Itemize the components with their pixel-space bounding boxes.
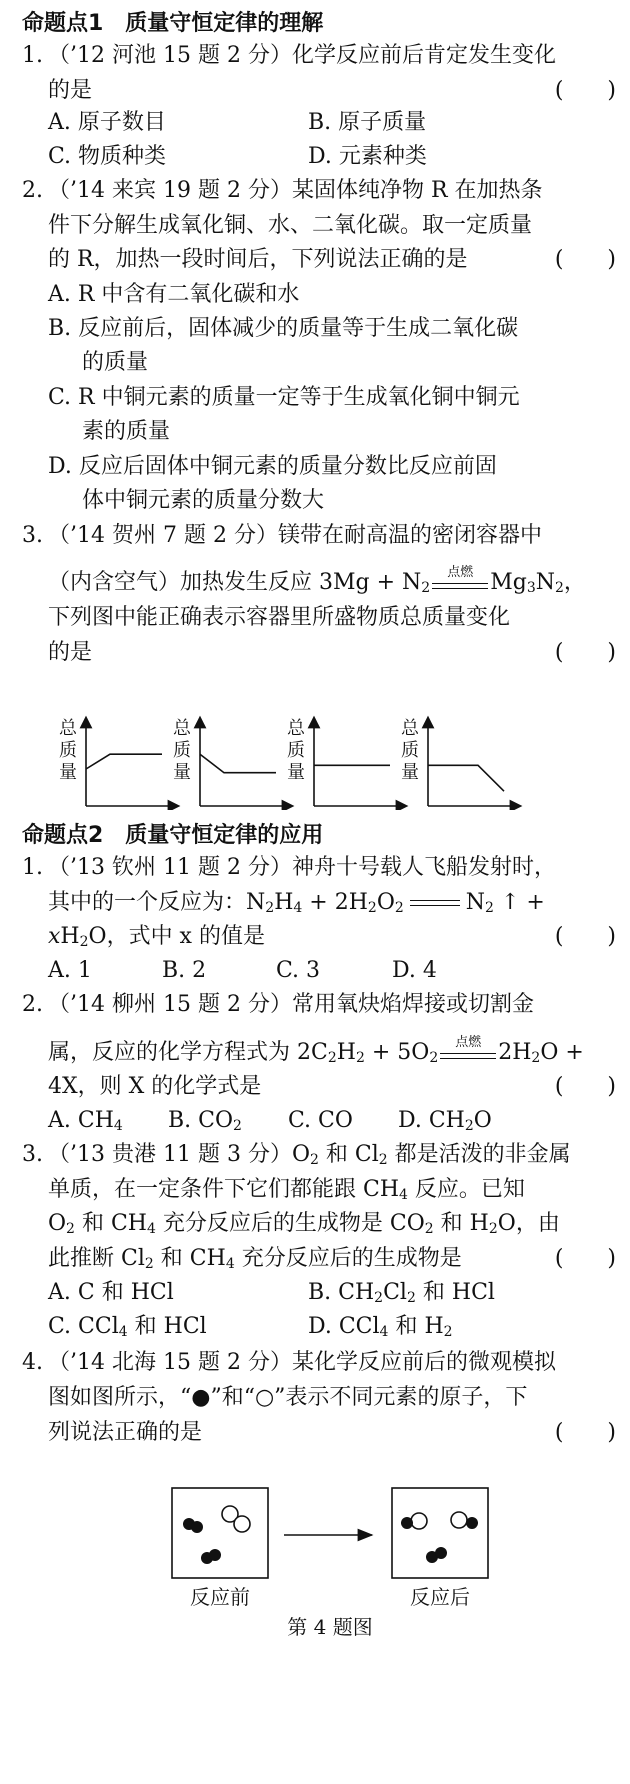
s1-q3-line4: 的是 — [48, 640, 93, 665]
s1-q1-line1: （’12 河池 15 题 2 分）化学反应前后肯定发生变化 — [48, 43, 556, 68]
s2-q1-answer-blank: ( ) — [554, 924, 616, 949]
s1-q2-answer-blank: ( ) — [554, 247, 616, 272]
graph-y-label-char: 质 — [401, 740, 419, 761]
graph-y-label-char: 量 — [287, 762, 305, 783]
s1-q1-number: 1. — [22, 43, 43, 68]
black-atom — [191, 1521, 203, 1533]
graph-y-label-char: 量 — [59, 762, 77, 783]
s1-q1-option-d: D. 元素种类 — [308, 144, 427, 169]
black-atom — [466, 1517, 478, 1529]
s2-q1-line3: $xH_2O$，式中 x 的值是 — [48, 924, 265, 950]
white-atom — [451, 1512, 467, 1528]
white-atom — [411, 1513, 427, 1529]
s2-q1-option-a: A. 1 — [48, 958, 92, 983]
s1-q3-line3: 下列图中能正确表示容器里所盛物质总质量变化 — [48, 605, 511, 630]
graph-y-label-char: 质 — [287, 740, 305, 761]
label-after-reaction: 反应后 — [410, 1585, 470, 1609]
s2-q4-molecule-diagram — [0, 1450, 630, 1784]
section2-title: 命题点2 质量守恒定律的应用 — [22, 823, 324, 848]
figure-caption: 第 4 题图 — [287, 1615, 373, 1639]
s2-q3-option-c: C. CCl$_4$ 和 HCl — [48, 1314, 207, 1340]
equals-sign — [410, 900, 460, 906]
s1-q2-option-b-line2: 的质量 — [82, 350, 149, 375]
reaction-condition-arrow: 点燃 — [438, 1040, 498, 1066]
s1-q2-line1: （’14 来宾 19 题 2 分）某固体纯净物 R 在加热条 — [48, 178, 543, 203]
s2-q4-line2: 图如图所示，“●”和“○”表示不同元素的原子，下 — [48, 1385, 528, 1410]
s2-q3-option-a: A. C 和 HCl — [48, 1280, 174, 1305]
s1-q3-answer-blank: ( ) — [554, 640, 616, 665]
s2-q1-option-d: D. 4 — [392, 958, 437, 983]
s2-q3-line2: 单质，在一定条件下它们都能跟 $CH_4$ 反应。已知 — [48, 1177, 525, 1203]
s2-q3-answer-blank: ( ) — [554, 1246, 616, 1271]
graph-y-label-char: 量 — [173, 762, 191, 783]
graph-y-label-char: 总 — [401, 718, 419, 739]
s2-q1-option-c: C. 3 — [276, 958, 321, 983]
s2-q2-option-b: B. $CO_2$ — [168, 1108, 242, 1134]
graph-y-label-char: 总 — [59, 718, 77, 739]
graph-curve-B — [200, 754, 276, 773]
graph-curve-A — [86, 754, 162, 769]
s2-q2-option-c: C. CO — [288, 1108, 353, 1133]
s1-q3-line1: （’14 贺州 7 题 2 分）镁带在耐高温的密闭容器中 — [48, 523, 542, 548]
black-atom — [435, 1547, 447, 1559]
s2-q4-number: 4. — [22, 1350, 43, 1375]
s2-q3-number: 3. — [22, 1142, 43, 1167]
s2-q2-answer-blank: ( ) — [554, 1074, 616, 1099]
s2-q4-line3: 列说法正确的是 — [48, 1420, 203, 1445]
section1-title: 命题点1 质量守恒定律的理解 — [22, 11, 324, 36]
s2-q3-line4: 此推断 $Cl_2$ 和 $CH_4$ 充分反应后的生成物是 — [48, 1246, 462, 1272]
graph-y-label-char: 总 — [173, 718, 191, 739]
s2-q1-number: 1. — [22, 855, 43, 880]
s2-q2-line3: 4X，则 X 的化学式是 — [48, 1074, 262, 1099]
graph-y-label-char: 质 — [173, 740, 191, 761]
reaction-condition-arrow: 点燃 — [430, 570, 490, 596]
s2-q4-answer-blank: ( ) — [554, 1420, 616, 1445]
graph-y-label-char: 质 — [59, 740, 77, 761]
s1-q2-line3: 的 R，加热一段时间后，下列说法正确的是 — [48, 247, 468, 272]
s2-q3-line1: （’13 贵港 11 题 3 分）$O_2$ 和 $Cl_2$ 都是活泼的非金属 — [48, 1142, 571, 1168]
s1-q2-option-d-line2: 体中铜元素的质量分数大 — [82, 488, 325, 513]
s2-q2-equation-line: 属，反应的化学方程式为 $2C_2H_2 + 5O_2$ 点燃 $2H_2O$ + — [48, 1035, 584, 1066]
black-atom — [401, 1517, 413, 1529]
s2-q1-line2: 其中的一个反应为：$N_2H_4 + 2H_2O_2$ $N_2$ ↑ + — [48, 890, 545, 916]
s1-q2-option-a: A. R 中含有二氧化碳和水 — [48, 282, 300, 307]
s1-q2-line2: 件下分解生成氧化铜、水、二氧化碳。取一定质量 — [48, 213, 533, 238]
s2-q3-line3: $O_2$ 和 $CH_4$ 充分反应后的生成物是 $CO_2$ 和 $H_2O$，由 — [48, 1211, 560, 1237]
s1-q2-option-c-line1: C. R 中铜元素的质量一定等于生成氧化铜中铜元 — [48, 385, 520, 410]
s2-q1-line1: （’13 钦州 11 题 2 分）神舟十号载人飞船发射时， — [48, 855, 556, 880]
label-before-reaction: 反应前 — [190, 1585, 250, 1609]
black-atom — [209, 1549, 221, 1561]
s2-q3-option-b: B. $CH_2Cl_2$ 和 HCl — [308, 1280, 495, 1306]
white-atom — [234, 1516, 250, 1532]
s2-q2-option-a: A. $CH_4$ — [48, 1108, 123, 1134]
s1-q1-line2: 的是 — [48, 78, 93, 103]
s1-q1-option-b: B. 原子质量 — [308, 110, 427, 135]
s1-q3-graphs — [0, 670, 630, 810]
graph-y-label-char: 总 — [287, 718, 305, 739]
before-reaction-box — [172, 1488, 268, 1578]
s2-q3-option-d: D. CCl$_4$ 和 $H_2$ — [308, 1314, 453, 1340]
s2-q1-option-b: B. 2 — [162, 958, 207, 983]
s1-q1-option-a: A. 原子数目 — [48, 110, 166, 135]
graph-y-label-char: 量 — [401, 762, 419, 783]
s1-q1-option-c: C. 物质种类 — [48, 144, 167, 169]
s2-q2-line1: （’14 柳州 15 题 2 分）常用氧炔焰焊接或切割金 — [48, 992, 534, 1017]
s2-q2-number: 2. — [22, 992, 43, 1017]
s2-q2-option-d: D. $CH_2O$ — [398, 1108, 492, 1134]
s1-q3-equation-line: （内含空气）加热发生反应 $3Mg + N_2$ 点燃 $Mg_3N_2$， — [48, 565, 586, 596]
s2-q4-line1: （’14 北海 15 题 2 分）某化学反应前后的微观模拟 — [48, 1350, 556, 1375]
s1-q2-option-d-line1: D. 反应后固体中铜元素的质量分数比反应前固 — [48, 454, 497, 479]
s1-q3-number: 3. — [22, 523, 43, 548]
s1-q1-answer-blank: ( ) — [554, 78, 616, 103]
graph-curve-D — [428, 765, 504, 791]
after-reaction-box — [392, 1488, 488, 1578]
s1-q2-number: 2. — [22, 178, 43, 203]
s1-q2-option-c-line2: 素的质量 — [82, 419, 171, 444]
s1-q2-option-b-line1: B. 反应前后，固体减少的质量等于生成二氧化碳 — [48, 316, 519, 341]
